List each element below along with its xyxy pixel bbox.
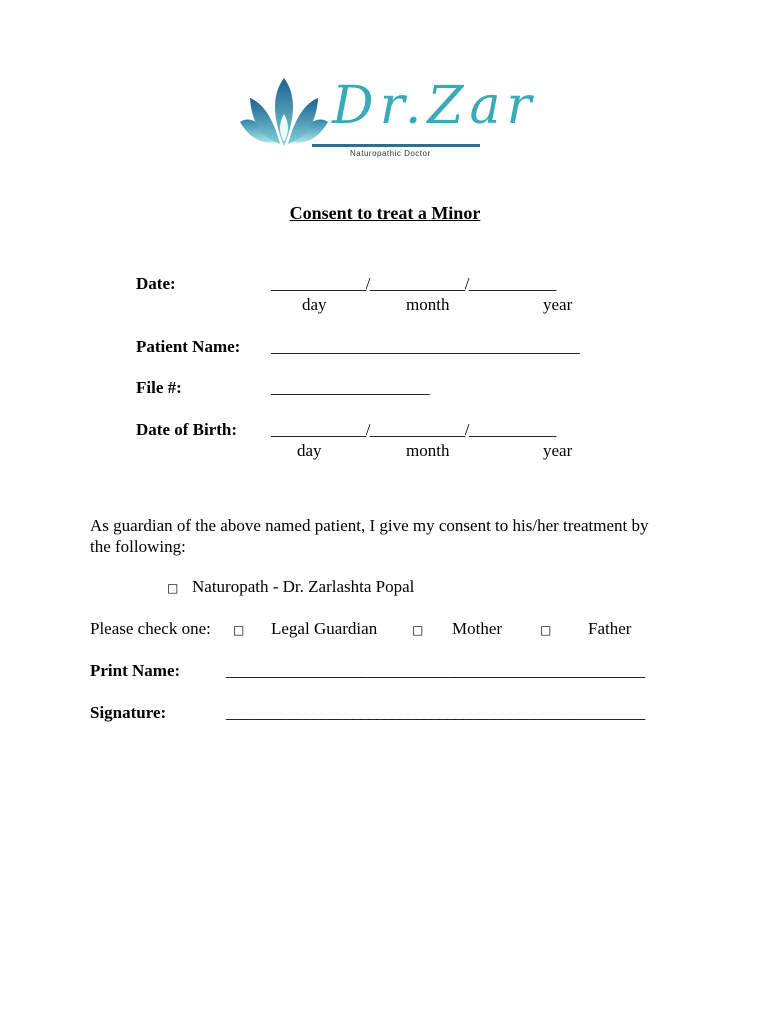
dob-month-caption: month xyxy=(406,441,450,460)
legal-guardian-label: Legal Guardian xyxy=(271,619,378,638)
dob-label: Date of Birth: xyxy=(136,420,238,439)
mother-label: Mother xyxy=(452,619,503,638)
date-year-caption: year xyxy=(543,295,573,314)
dob-year-caption: year xyxy=(543,441,573,460)
signature-label: Signature: xyxy=(90,703,167,722)
print-name-field-line[interactable]: _____________________________________________________ xyxy=(226,661,645,680)
practitioner-label: Naturopath - Dr. Zarlashta Popal xyxy=(192,577,415,596)
file-number-label: File #: xyxy=(136,378,182,397)
logo-underline xyxy=(312,144,480,147)
clinic-logo xyxy=(236,74,538,164)
logo-wordmark: Dr.Zar xyxy=(332,76,538,136)
date-field-line[interactable]: ____________/____________/___________ xyxy=(271,274,556,293)
date-label: Date: xyxy=(136,274,176,293)
father-label: Father xyxy=(588,619,632,638)
patient-name-field-line[interactable]: _______________________________________ xyxy=(271,337,580,356)
logo-tagline: Naturopathic Doctor xyxy=(350,149,431,158)
signature-field-line[interactable]: _____________________________________________________ xyxy=(226,703,645,722)
mother-checkbox[interactable]: □ xyxy=(412,623,424,637)
print-name-label: Print Name: xyxy=(90,661,181,680)
consent-statement-line2: the following: xyxy=(90,537,186,556)
dob-day-caption: day xyxy=(297,441,322,460)
practitioner-checkbox[interactable]: □ xyxy=(167,581,179,595)
legal-guardian-checkbox[interactable]: □ xyxy=(233,623,245,637)
date-day-caption: day xyxy=(302,295,327,314)
consent-statement-line1: As guardian of the above named patient, I give my consent to his/her treatment by xyxy=(90,516,649,535)
file-number-field-line[interactable]: ____________________ xyxy=(271,378,430,397)
dob-field-line[interactable]: ____________/____________/___________ xyxy=(271,420,556,439)
date-month-caption: month xyxy=(406,295,450,314)
father-checkbox[interactable]: □ xyxy=(540,623,552,637)
relationship-prompt: Please check one: xyxy=(90,619,211,638)
form-title: Consent to treat a Minor xyxy=(289,203,481,223)
patient-name-label: Patient Name: xyxy=(136,337,241,356)
